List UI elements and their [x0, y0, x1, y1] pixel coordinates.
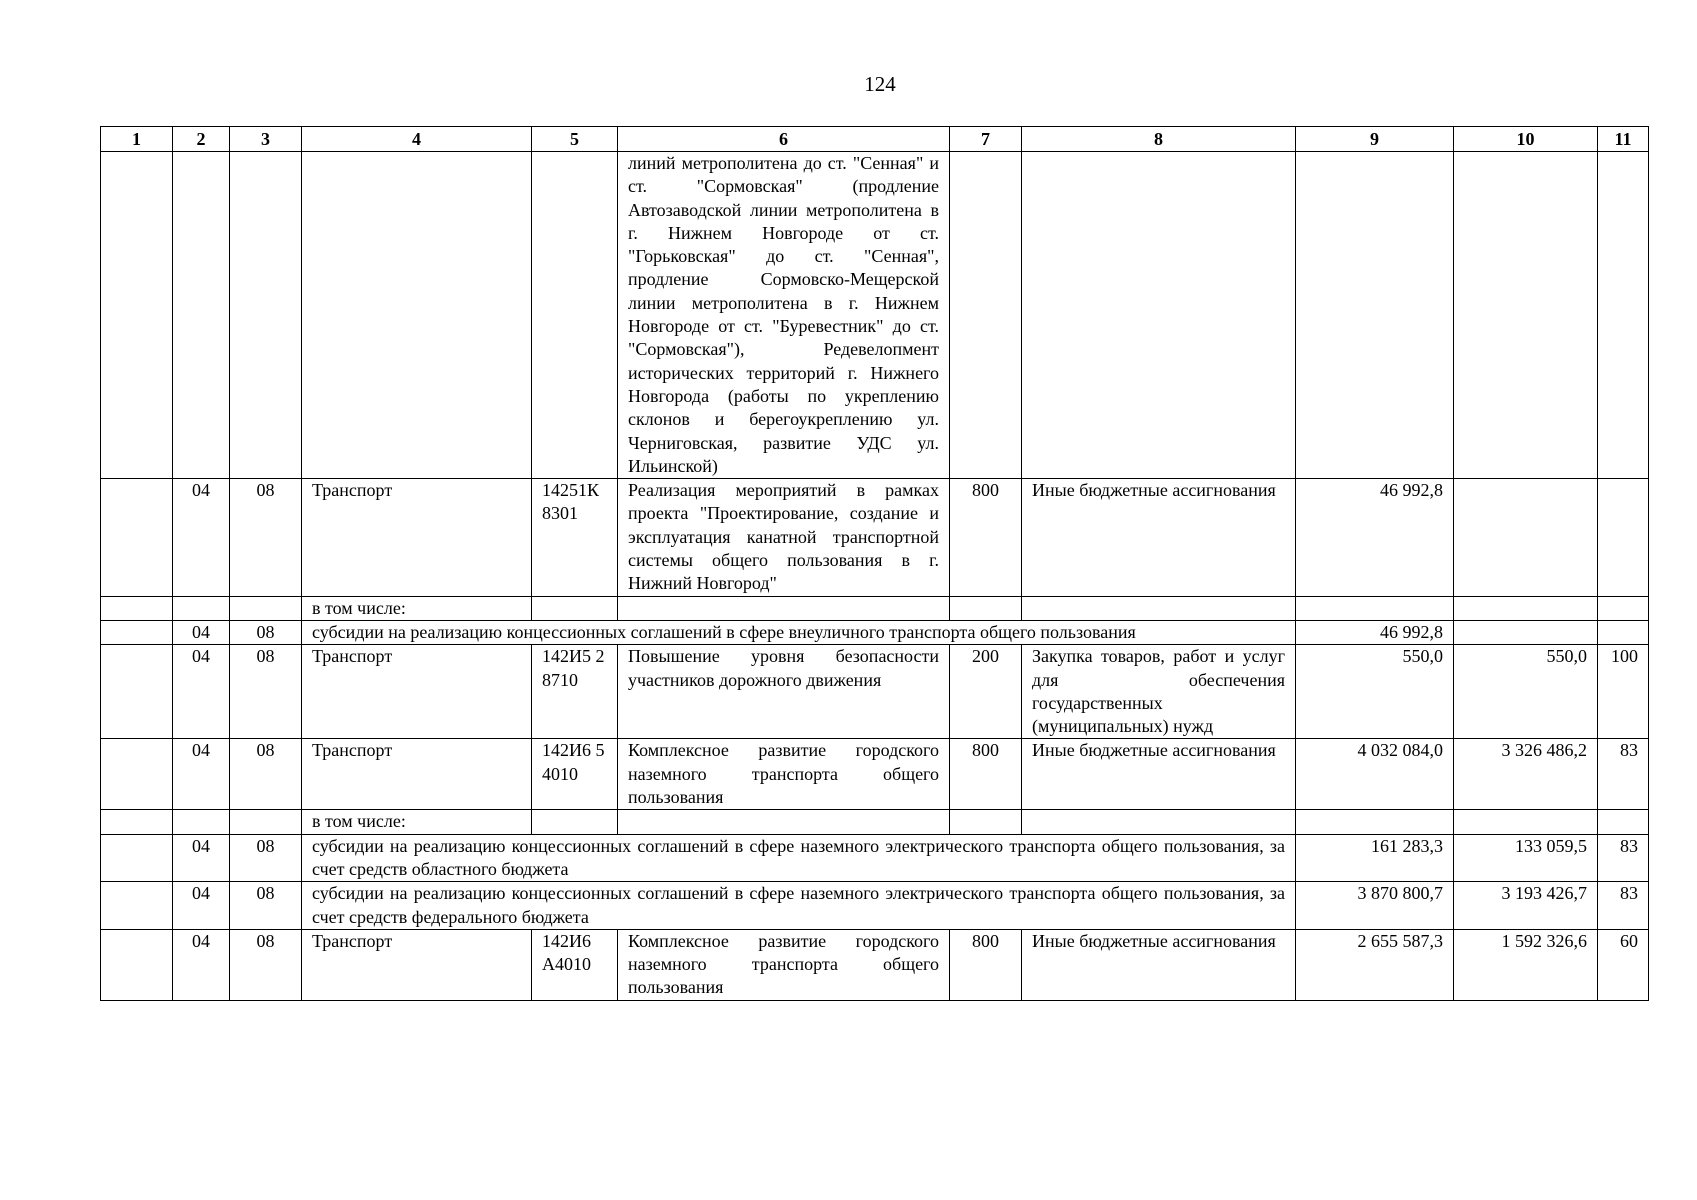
column-header: 11 — [1598, 127, 1649, 152]
expense-code: 800 — [950, 479, 1022, 596]
table-row — [101, 810, 1649, 834]
page-number: 124 — [864, 72, 896, 96]
row-name: Транспорт — [302, 739, 532, 810]
target-code: 142И6 54010 — [532, 739, 618, 810]
table-row — [101, 645, 1649, 739]
column-header: 7 — [950, 127, 1022, 152]
row-description: Реализация мероприятий в рамках проекта "Проектирование, создание и эксплуатация канатной транспортной системы общего пользования в г. Нижний Новгород" — [618, 479, 950, 596]
table-row — [101, 834, 1649, 882]
expense-code: 800 — [950, 929, 1022, 1000]
column-header: 3 — [230, 127, 302, 152]
target-code: 142И6 А4010 — [532, 929, 618, 1000]
column-header: 10 — [1454, 127, 1598, 152]
column-header: 4 — [302, 127, 532, 152]
section-code: 04 — [173, 929, 230, 1000]
section-code: 04 — [173, 620, 230, 644]
row-description: Комплексное развитие городского наземного транспорта общего пользования — [618, 929, 950, 1000]
amount-col10: 3 193 426,7 — [1454, 882, 1598, 930]
expense-code: 800 — [950, 739, 1022, 810]
column-header: 8 — [1022, 127, 1296, 152]
amount-col9: 2 655 587,3 — [1296, 929, 1454, 1000]
amount-col10: 550,0 — [1454, 645, 1598, 739]
amount-col9: 46 992,8 — [1296, 620, 1454, 644]
target-code: 142И5 28710 — [532, 645, 618, 739]
subsidy-description: субсидии на реализацию концессионных соглашений в сфере внеуличного транспорта общего пользования — [302, 620, 1296, 644]
row-name: Транспорт — [302, 929, 532, 1000]
row-name: Транспорт — [302, 645, 532, 739]
expense-type: Иные бюджетные ассигнования — [1022, 929, 1296, 1000]
table-row — [101, 152, 1649, 479]
section-code: 04 — [173, 479, 230, 596]
subsidy-description: субсидии на реализацию концессионных соглашений в сфере наземного электрического транспорта общего пользования, за счет средств областного бюджета — [302, 834, 1296, 882]
percent-col11: 60 — [1598, 929, 1649, 1000]
section-code: 04 — [173, 645, 230, 739]
expense-code: 200 — [950, 645, 1022, 739]
subsection-code: 08 — [230, 479, 302, 596]
row-description: линий метрополитена до ст. "Сенная" и ст. "Сормовская" (продление Автозаводской линии метрополитена в г. Нижнем Новгороде от ст. "Горьковская" до ст. "Сенная", продление Сормовско-Мещерской линии метрополитена в г. Нижнем Новгороде от ст. "Буревестник" до ст. "Сормовская"), Редевелопмент исторических территорий г. Нижнего Новгорода (работы по укреплению склонов и берегоукреплению ул. Черниговская, развитие УДС ул. Ильинской) — [618, 152, 950, 479]
column-header: 2 — [173, 127, 230, 152]
amount-col9: 4 032 084,0 — [1296, 739, 1454, 810]
percent-col11: 83 — [1598, 739, 1649, 810]
subsidy-description: субсидии на реализацию концессионных соглашений в сфере наземного электрического транспорта общего пользования, за счет средств федерального бюджета — [302, 882, 1296, 930]
section-code: 04 — [173, 882, 230, 930]
percent-col11: 100 — [1598, 645, 1649, 739]
column-header: 9 — [1296, 127, 1454, 152]
column-header: 1 — [101, 127, 173, 152]
row-name: Транспорт — [302, 479, 532, 596]
subsection-code: 08 — [230, 882, 302, 930]
row-description: Комплексное развитие городского наземного транспорта общего пользования — [618, 739, 950, 810]
expense-type: Иные бюджетные ассигнования — [1022, 739, 1296, 810]
percent-col11 — [1598, 620, 1649, 644]
subsection-code: 08 — [230, 620, 302, 644]
amount-col9: 46 992,8 — [1296, 479, 1454, 596]
table-row — [101, 882, 1649, 930]
subsection-code: 08 — [230, 834, 302, 882]
percent-col11 — [1598, 479, 1649, 596]
amount-col10: 3 326 486,2 — [1454, 739, 1598, 810]
row-description: Повышение уровня безопасности участников дорожного движения — [618, 645, 950, 739]
column-header: 5 — [532, 127, 618, 152]
budget-table — [100, 126, 1649, 1001]
expense-type: Закупка товаров, работ и услуг для обеспечения государственных (муниципальных) нужд — [1022, 645, 1296, 739]
section-code: 04 — [173, 739, 230, 810]
subsection-code: 08 — [230, 739, 302, 810]
amount-col9: 161 283,3 — [1296, 834, 1454, 882]
header-row — [101, 127, 1649, 152]
table-row — [101, 479, 1649, 596]
amount-col10 — [1454, 620, 1598, 644]
table-row — [101, 739, 1649, 810]
percent-col11: 83 — [1598, 882, 1649, 930]
subsection-code: 08 — [230, 645, 302, 739]
amount-col9: 550,0 — [1296, 645, 1454, 739]
including-label: в том числе: — [302, 596, 532, 620]
table-row — [101, 596, 1649, 620]
expense-type: Иные бюджетные ассигнования — [1022, 479, 1296, 596]
amount-col10: 1 592 326,6 — [1454, 929, 1598, 1000]
section-code: 04 — [173, 834, 230, 882]
including-label: в том числе: — [302, 810, 532, 834]
amount-col9: 3 870 800,7 — [1296, 882, 1454, 930]
subsection-code: 08 — [230, 929, 302, 1000]
column-header: 6 — [618, 127, 950, 152]
table-row — [101, 620, 1649, 644]
amount-col10: 133 059,5 — [1454, 834, 1598, 882]
percent-col11: 83 — [1598, 834, 1649, 882]
amount-col10 — [1454, 479, 1598, 596]
target-code: 14251К 8301 — [532, 479, 618, 596]
table-row — [101, 929, 1649, 1000]
